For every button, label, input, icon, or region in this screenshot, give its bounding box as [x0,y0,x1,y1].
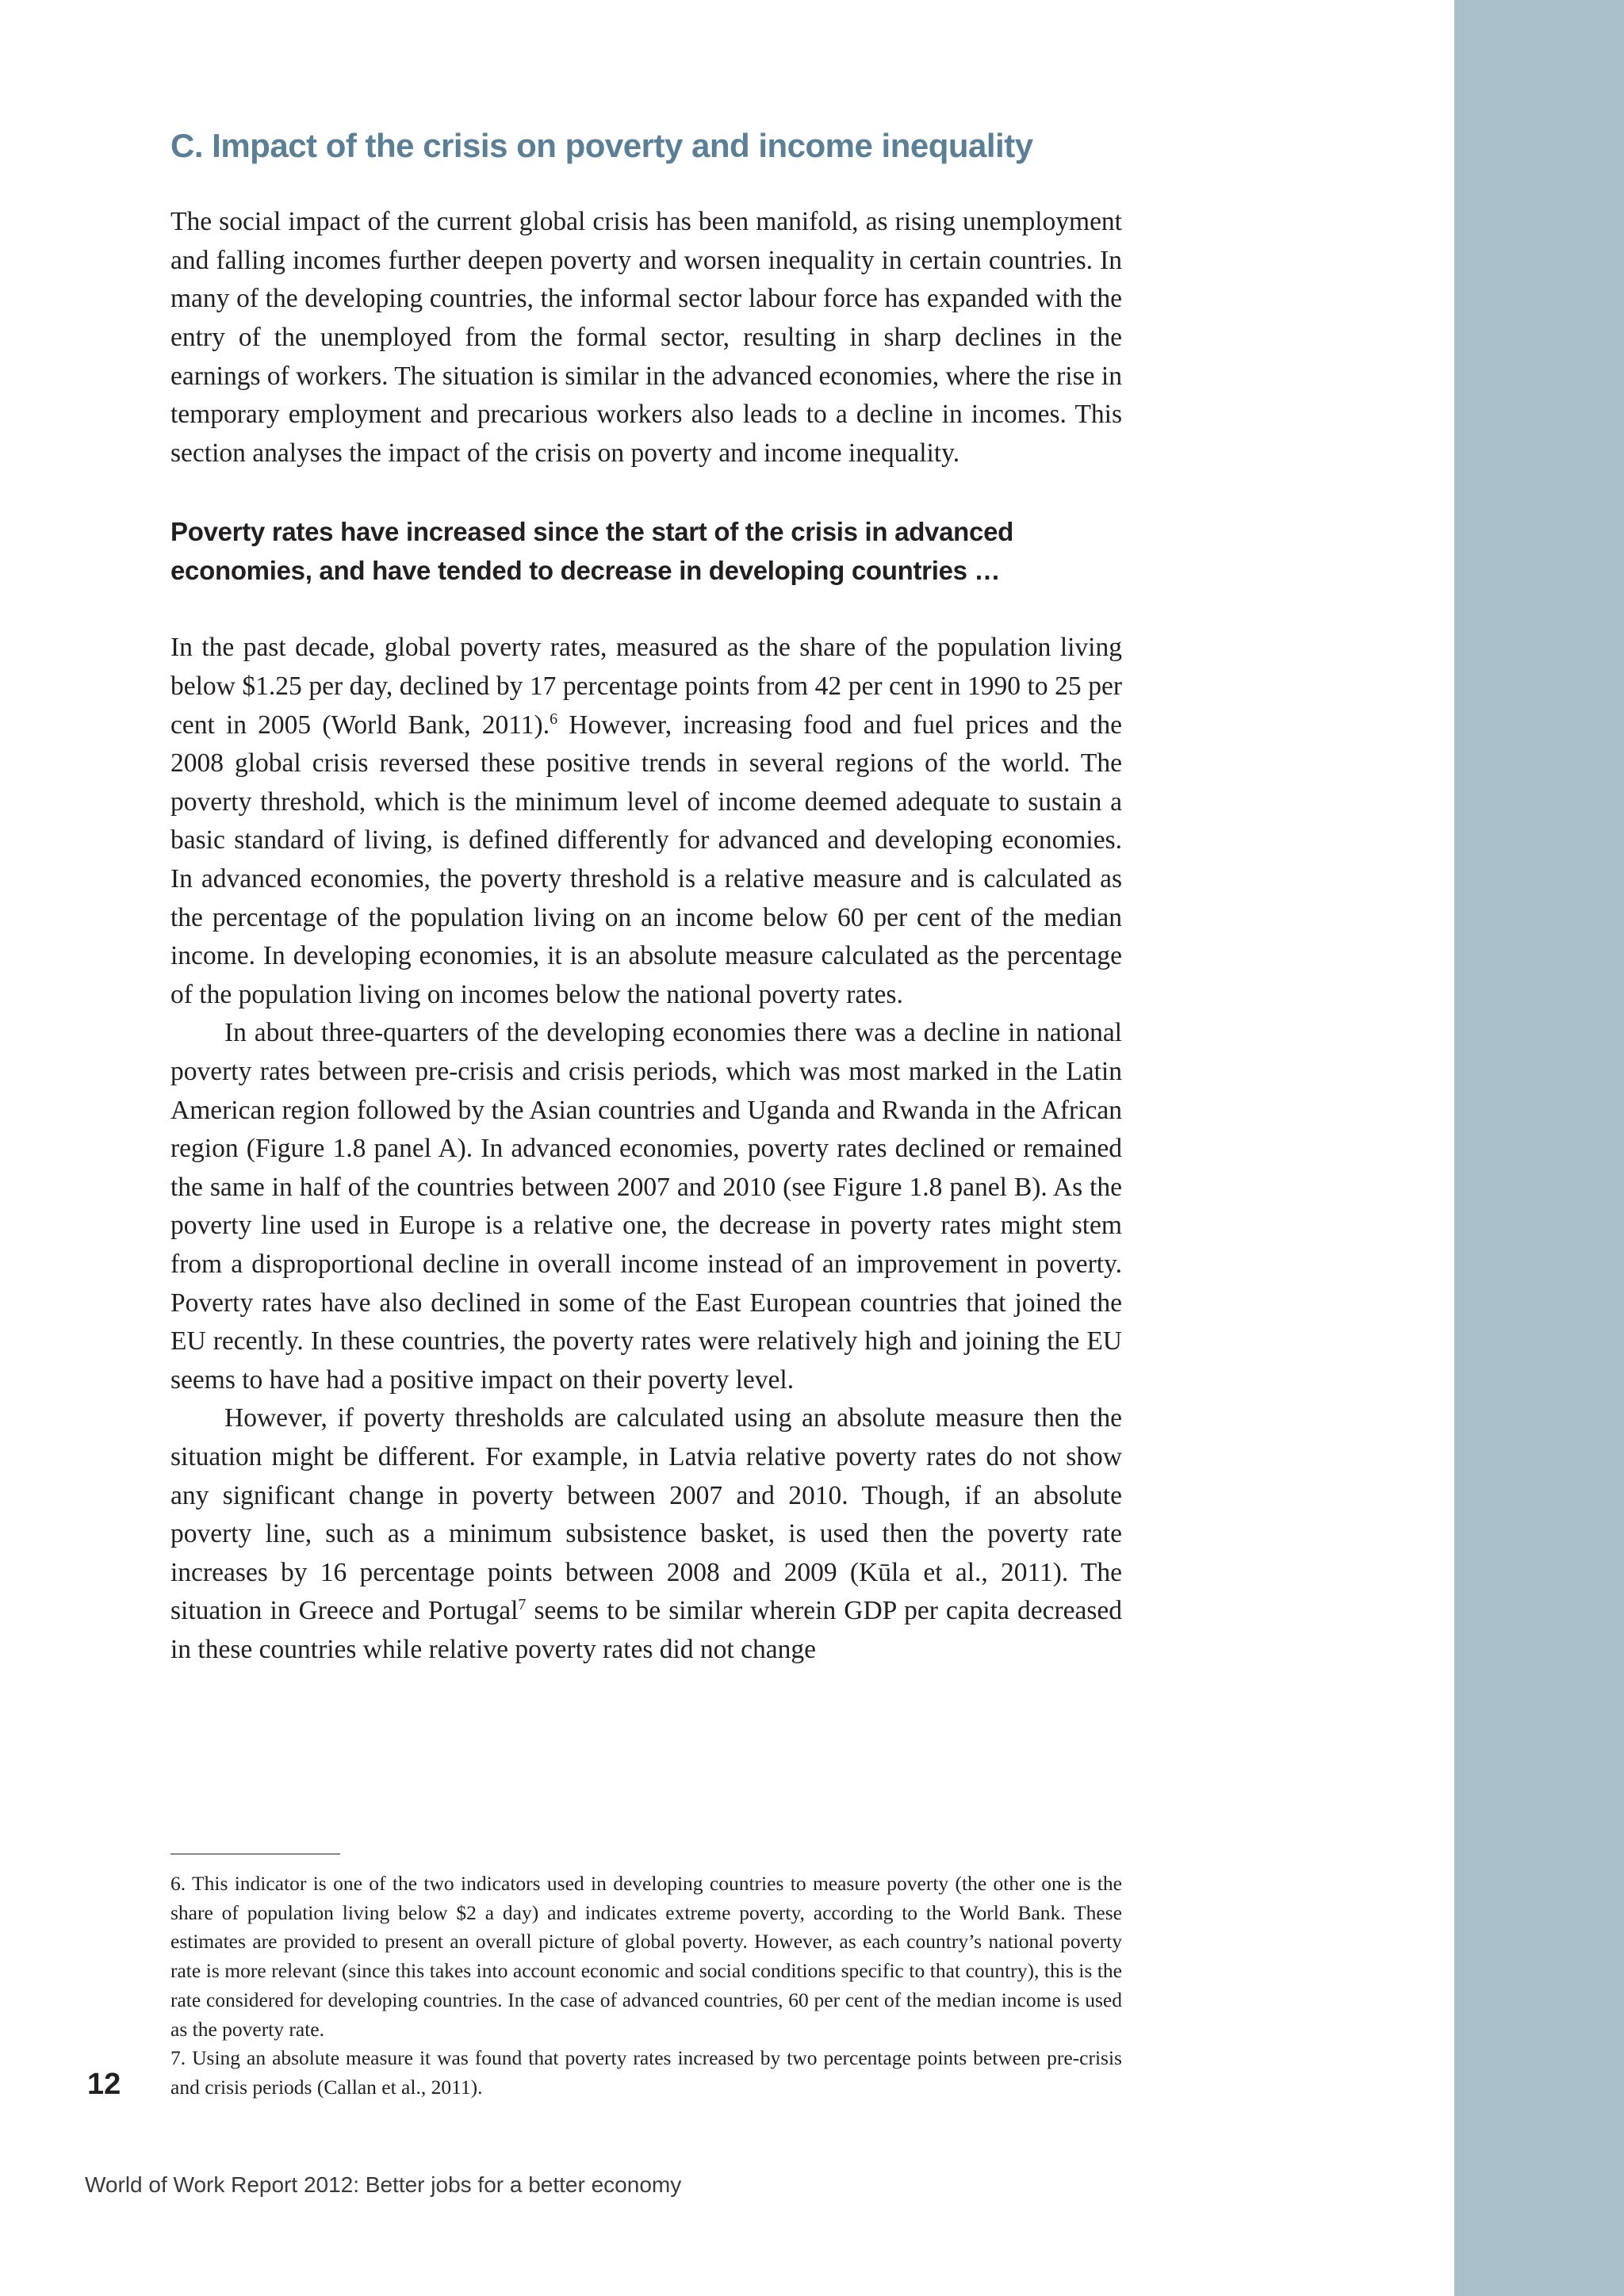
footnotes [170,1869,1122,2103]
subheading-line-2: economies, and have tended to decrease in developing countries … [170,556,1001,586]
subheading [170,512,1122,590]
paragraph-text: In the past decade, global poverty rates, measured as the share of the population living below $1.25 per day, declined by 17 percentage points from 42 per cent in 1990 to 25 per cent in 2005 (World Bank, 2011). [170,633,1122,740]
section-title: C. Impact of the crisis on poverty and income inequality [170,127,1033,164]
paragraph-text: However, increasing food and fuel prices and the 2008 global crisis reversed these positive trends in several regions of the world. The poverty threshold, which is the minimum level of income deemed adequate to sustain a basic standard of living, is defined differently for advanced and developing economies. In advanced economies, the poverty threshold is a relative measure and is calculated as the percentage of the population living on an income below 60 per cent of the median income. In developing economies, it is an absolute measure calculated as the percentage of the population living on incomes below the national poverty rates. [170,710,1122,1009]
side-color-band [1454,0,1624,2296]
paragraph-text: seems to be similar wherein GDP per capita decreased in these countries while relative poverty rates did not change [170,1596,1122,1664]
footnote-ref-6[interactable]: 6 [550,710,558,728]
footnote-ref-7[interactable]: 7 [518,1596,527,1614]
subheading-line-1: Poverty rates have increased since the start of the crisis in advanced [170,517,1013,547]
intro-paragraph: The social impact of the current global crisis has been manifold, as rising unemployment and falling incomes further deepen poverty and worsen inequality in certain countries. In many of the developing countries, the informal sector labour force has expanded with the entry of the unemployed from the formal sector, resulting in sharp declines in the earnings of workers. The situation is similar in the advanced economies, where the rise in temporary employment and precarious workers also leads to a decline in incomes. This section analyses the impact of the crisis on poverty and income inequality. [170,207,1122,468]
absolute-measure-paragraph [170,1399,1122,1669]
poverty-rates-paragraph [170,629,1122,1014]
developing-economies-paragraph: In about three-quarters of the developing economies there was a decline in national poverty rates between pre-crisis and crisis periods, which was most marked in the Latin American region followed by the Asian countries and Uganda and Rwanda in the African region (Figure 1.8 panel A). In advanced economies, poverty rates declined or remained the same in half of the countries between 2007 and 2010 (see Figure 1.8 panel B). As the poverty line used in Europe is a relative one, the decrease in poverty rates might stem from a disproportional decline in overall income instead of an improvement in poverty. Poverty rates have also declined in some of the East European countries that joined the EU recently. In these countries, the poverty rates were relatively high and joining the EU seems to have had a positive impact on their poverty level. [170,1018,1122,1395]
footnote-7: 7. Using an absolute measure it was found that poverty rates increased by two percentage points between pre-crisis and crisis periods (Callan et al., 2011). [170,2046,1122,2099]
page-number: 12 [87,2068,121,2101]
footnote-6: 6. This indicator is one of the two indicators used in developing countries to measure poverty (the other one is the share of population living below $2 a day) and indicates extreme poverty, according to the World Bank. These estimates are provided to present an overall picture of global poverty. However, as each country’s national poverty rate is more relevant (since this takes into account economic and social conditions specific to that country), this is the rate considered for developing countries. In the case of advanced countries, 60 per cent of the median income is used as the poverty rate. [170,1872,1122,2041]
paragraph-text: However, if poverty thresholds are calculated using an absolute measure then the situation might be different. For example, in Latvia relative poverty rates do not show any significant change in poverty between 2007 and 2010. Though, if an absolute poverty line, such as a minimum subsistence basket, is used then the poverty rate increases by 16 percentage points between 2008 and 2009 (Kūla et al., 2011). The situation in Greece and Portugal [170,1403,1122,1626]
main-content [170,127,1122,1669]
running-footer: World of Work Report 2012: Better jobs for a better economy [85,2172,682,2197]
